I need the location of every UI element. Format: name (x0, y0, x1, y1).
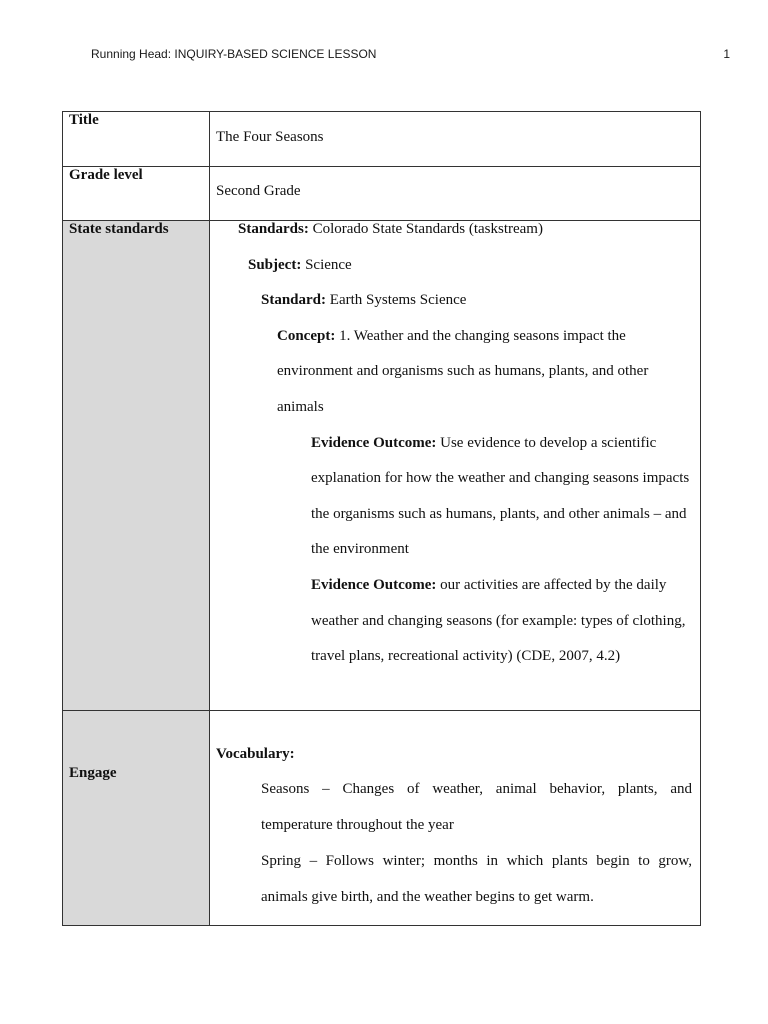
evidence-outcome-label: Evidence Outcome: (311, 434, 437, 451)
vocabulary-heading: Vocabulary: (216, 745, 295, 762)
grade-level-label-cell (62, 166, 210, 221)
subject-label: Subject: (248, 256, 302, 273)
definition-line: temperature throughout the year (261, 817, 454, 833)
evidence-outcome-line (216, 577, 689, 613)
running-head: Running Head: INQUIRY-BASED SCIENCE LESSON (91, 47, 377, 61)
grade-level-value-cell (209, 166, 701, 221)
evidence-outcome-text: Use evidence to develop a scientific (440, 434, 657, 451)
standard-line (216, 292, 689, 328)
subject-value: Science (305, 256, 352, 273)
standards-line (216, 221, 689, 257)
engage-label: Engage (69, 764, 117, 781)
grade-level-label: Grade level (69, 167, 143, 183)
evidence-outcome-line: the organisms such as humans, plants, and other animals – and (311, 505, 687, 522)
evidence-outcome-text: our activities are affected by the daily (440, 576, 667, 593)
standard-value: Earth Systems Science (329, 292, 467, 309)
concept-label: Concept: (277, 327, 336, 344)
state-standards-content (216, 221, 689, 684)
title-value-cell (209, 111, 701, 167)
state-standards-label: State standards (69, 221, 169, 237)
standards-label: Standards: (238, 221, 309, 237)
definition-line: Spring – Follows winter; months in which plants begin to grow, (261, 852, 692, 869)
standard-label: Standard: (261, 292, 327, 309)
evidence-outcome-line (216, 435, 689, 471)
evidence-outcome-line: weather and changing seasons (for example: types of clothing, (311, 612, 686, 629)
engage-label-cell (62, 710, 210, 926)
evidence-outcome-line: the environment (311, 541, 409, 558)
title-label: Title (69, 112, 99, 128)
grade-level-value: Second Grade (216, 182, 301, 199)
evidence-outcome-line: explanation for how the weather and changing seasons impacts (311, 470, 690, 487)
engage-value-cell (209, 710, 701, 926)
title-label-cell (62, 111, 210, 167)
concept-line: environment and organisms such as humans, plants, and other (277, 363, 649, 380)
definition-line: animals give birth, and the weather begins to get warm. (261, 888, 594, 905)
title-value: The Four Seasons (216, 128, 324, 145)
state-standards-value-cell (209, 220, 701, 711)
page-number: 1 (723, 47, 730, 61)
concept-line: animals (277, 398, 324, 415)
engage-content (216, 746, 692, 925)
evidence-outcome-label: Evidence Outcome: (311, 576, 437, 593)
evidence-outcome-line: travel plans, recreational activity) (CDE, 2007, 4.2) (311, 648, 621, 665)
definition-line: Seasons – Changes of weather, animal behavior, plants, and (261, 781, 692, 798)
state-standards-label-cell (62, 220, 210, 711)
concept-line (216, 328, 689, 364)
standards-value: Colorado State Standards (taskstream) (312, 221, 543, 237)
subject-line (216, 257, 689, 293)
concept-text: 1. Weather and the changing seasons impact the (339, 327, 626, 344)
